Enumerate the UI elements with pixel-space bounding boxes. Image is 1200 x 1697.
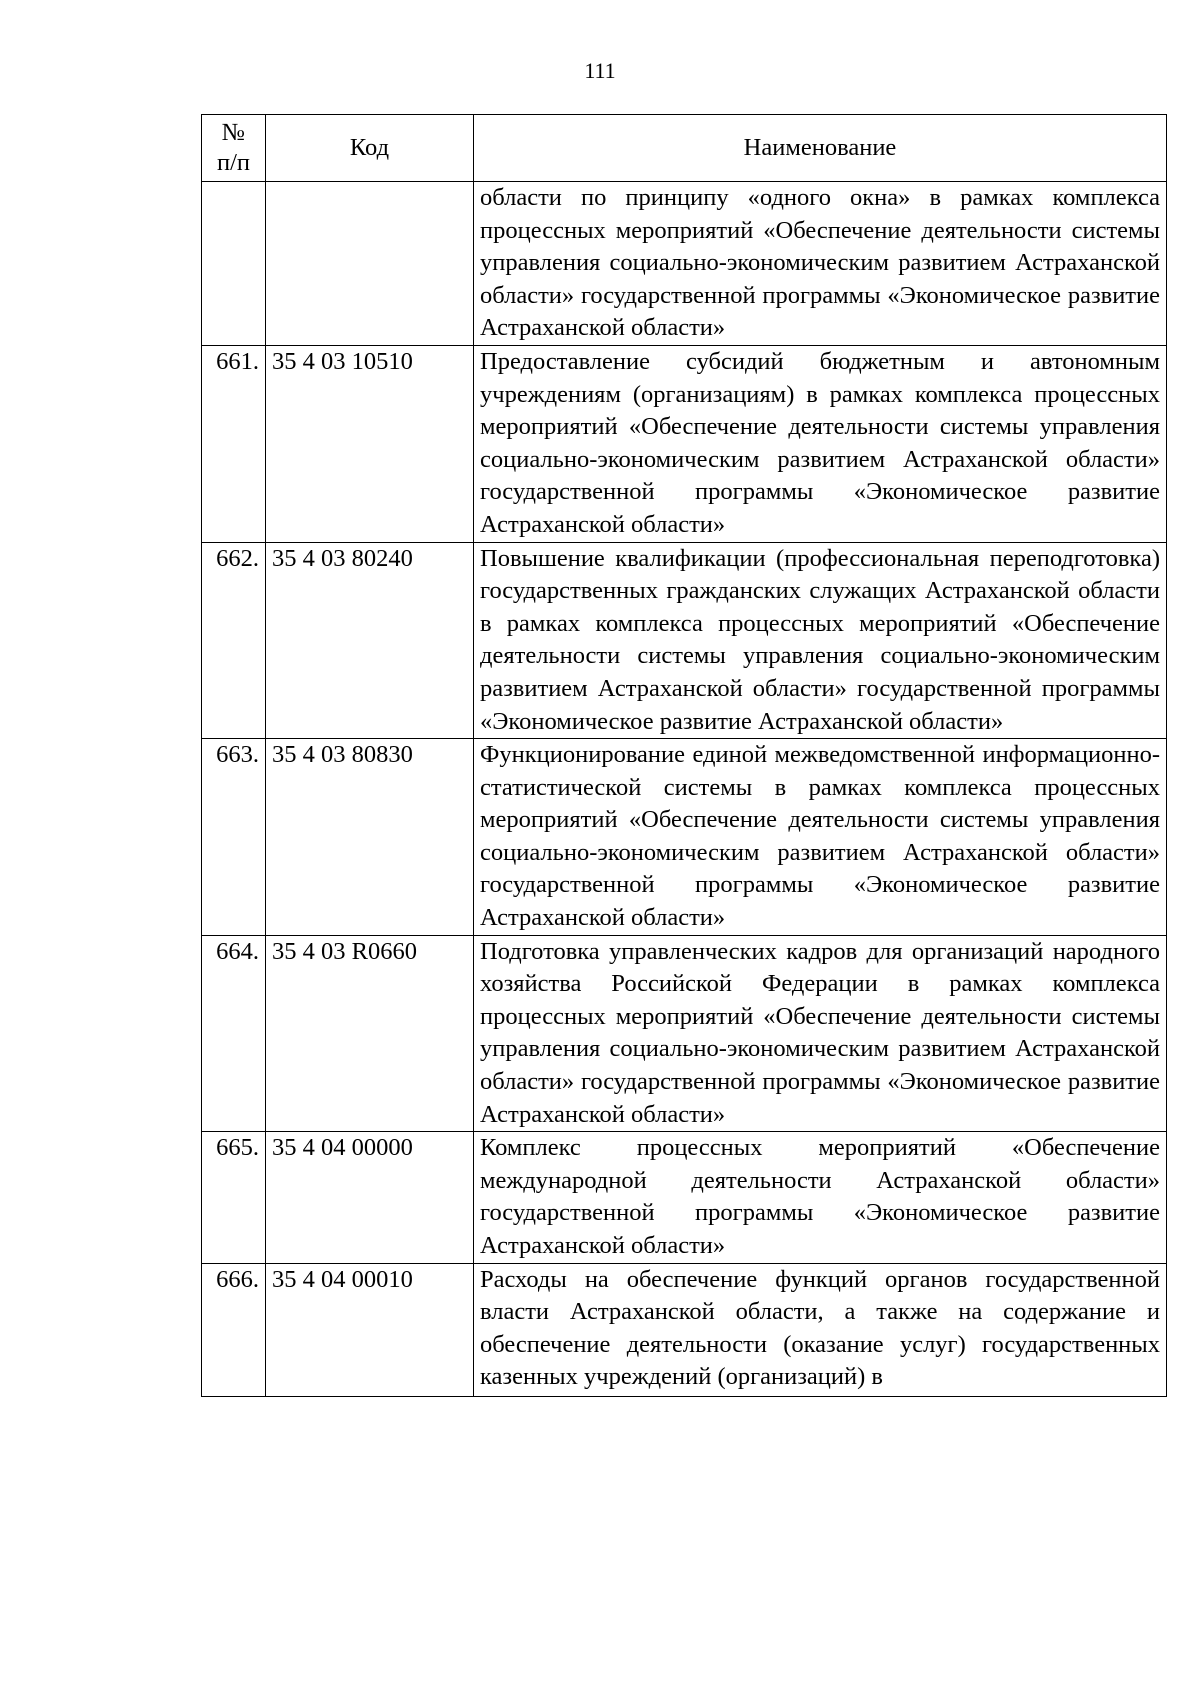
- row-number: 663.: [202, 739, 266, 936]
- row-number: 664.: [202, 935, 266, 1132]
- row-name: Предоставление субсидий бюджетным и автономным учреждениям (организациям) в рамках комплекса процессных мероприятий «Обеспечение деятельности системы управления социально-экономическим развитием Астраханской области» государственной программы «Экономическое развитие Астраханской области»: [474, 345, 1167, 542]
- row-name: Комплекс процессных мероприятий «Обеспечение международной деятельности Астраханской области» государственной программы «Экономическое развитие Астраханской области»: [474, 1132, 1167, 1263]
- row-code: [266, 182, 474, 346]
- row-code: 35 4 03 10510: [266, 345, 474, 542]
- row-name: Повышение квалификации (профессиональная переподготовка) государственных гражданских служащих Астраханской области в рамках комплекса процессных мероприятий «Обеспечение деятельности системы управления социально-экономическим развитием Астраханской области» государственной программы «Экономическое развитие Астраханской области»: [474, 542, 1167, 739]
- row-code: 35 4 03 80830: [266, 739, 474, 936]
- row-number: 666.: [202, 1263, 266, 1396]
- row-code: 35 4 03 R0660: [266, 935, 474, 1132]
- row-code: 35 4 03 80240: [266, 542, 474, 739]
- table-header-row: [202, 115, 1167, 182]
- budget-code-table: [201, 114, 1167, 1397]
- table-row: [202, 935, 1167, 1132]
- row-code: 35 4 04 00010: [266, 1263, 474, 1396]
- column-header-name: Наименование: [474, 115, 1167, 182]
- row-code: 35 4 04 00000: [266, 1132, 474, 1263]
- table-row: [202, 182, 1167, 346]
- table-row: [202, 345, 1167, 542]
- page-number: 111: [584, 58, 616, 83]
- row-number: 662.: [202, 542, 266, 739]
- table-row: [202, 542, 1167, 739]
- column-header-number-sign: №: [221, 119, 246, 146]
- column-header-number-abbr: п/п: [216, 149, 251, 176]
- row-name: Расходы на обеспечение функций органов государственной власти Астраханской области, а также на содержание и обеспечение деятельности (оказание услуг) государственных казенных учреждений (организаций) в: [474, 1263, 1167, 1396]
- row-number: 661.: [202, 345, 266, 542]
- table-row: [202, 1132, 1167, 1263]
- column-header-code: Код: [266, 115, 474, 182]
- row-number: 665.: [202, 1132, 266, 1263]
- row-name: области по принципу «одного окна» в рамках комплекса процессных мероприятий «Обеспечение деятельности системы управления социально-экономическим развитием Астраханской области» государственной программы «Экономическое развитие Астраханской области»: [474, 182, 1167, 346]
- row-number: [202, 182, 266, 346]
- column-header-number: [202, 115, 266, 182]
- table-row: [202, 1263, 1167, 1396]
- table-row: [202, 739, 1167, 936]
- row-name: Подготовка управленческих кадров для организаций народного хозяйства Российской Федерации в рамках комплекса процессных мероприятий «Обеспечение деятельности системы управления социально-экономическим развитием Астраханской области» государственной программы «Экономическое развитие Астраханской области»: [474, 935, 1167, 1132]
- row-name: Функционирование единой межведомственной информационно-статистической системы в рамках комплекса процессных мероприятий «Обеспечение деятельности системы управления социально-экономическим развитием Астраханской области» государственной программы «Экономическое развитие Астраханской области»: [474, 739, 1167, 936]
